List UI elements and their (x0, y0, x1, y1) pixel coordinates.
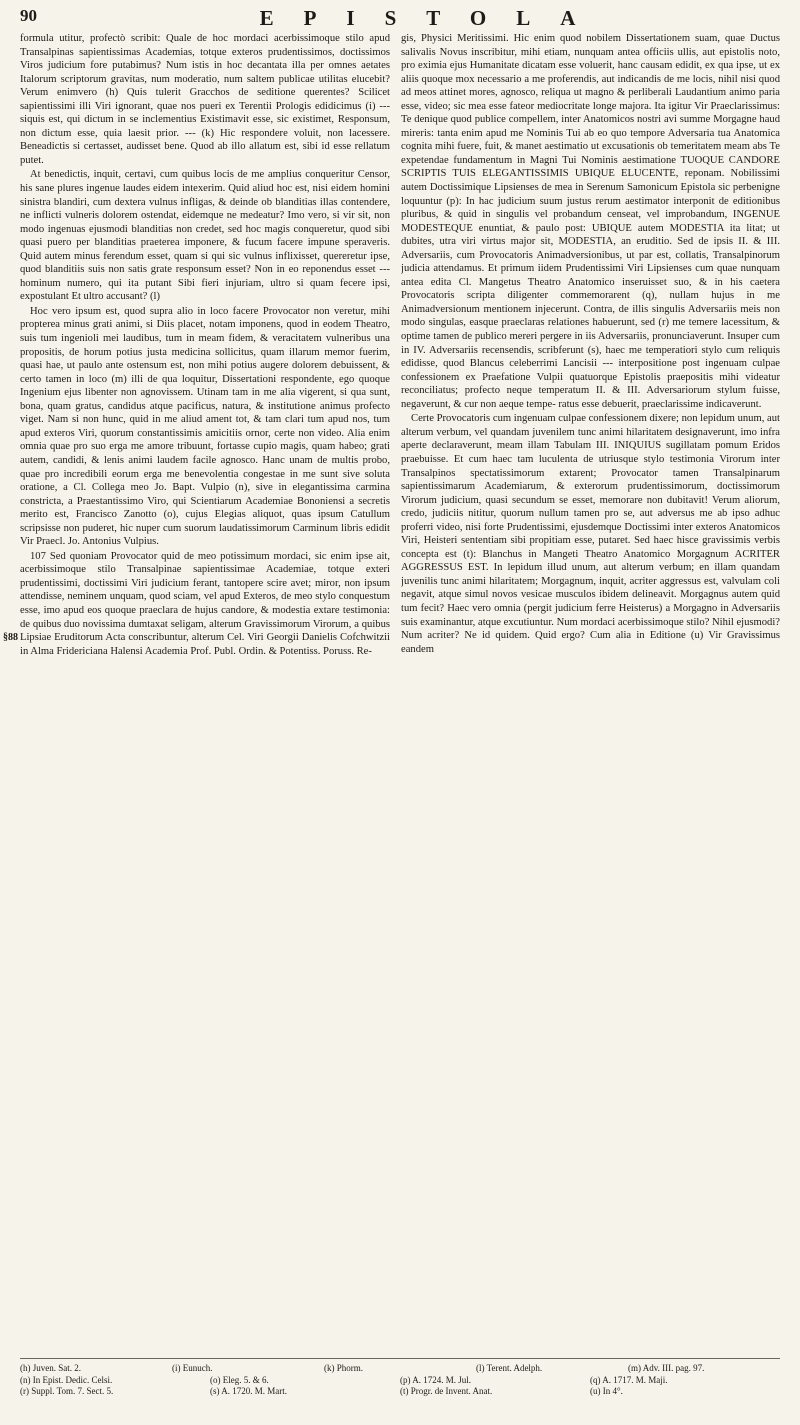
paragraph: Hoc vero ipsum est, quod supra alio in loco facere Provocator non veretur, mihi propterea minus grati animi, si Diis placet, notam imponens, quod in eodem Theatro, suis tum ingenioli mei laudibus, tum in meam fidem, & veracitatem vulneribus una propositis, de horum potius justa medicina sollicitus, quam illarum memor fuerim, quasi hae, ut paulo ante ostensum est, non mihi potius augere dolorem debuissent, & certo tamen in loco (m) illi de qua loquitur, Dissertationi respondente, ego quoque Ingenium ejus libenter non agnovissem. Utinam tam in me alia vigerent, si qua sunt, bona, quam gratus, candidus atque pacificus, natura, & institutione animus profecto viget. Nam si non hunc, quid in me aliud ament tot, & tam clari tum apud nos, tum apud exteros Viri, quorum constantissimis amicitiis ornor, certe non video. Alia enim omnia quae pro suo erga me amore tribuunt, fortasse cupio magis, quam habeo; grati autem, candidi, & lenis animi laudem facile agnosco. Hanc unam de multis probo, quae pro incredibili eorum erga me benevolentia congestae in me sunt sive soluta oratione, a Cl. Collega meo Jo. Bapt. Vulpio (n), sive in elegantissima carmina constricta, a Praestantissimo Viro, qui Scientiarum Academiae Bononiensi a secretis merito est, Francisco Zanotto (o), cujus Elegias aliquot, quas ipsum Catullum scripsisse non puderet, hic nuper cum suorum laudatissimorum Carminum libris edidit Vir Praecl. Jo. Antonius Vulpius. (20, 305, 390, 548)
footnote: (i) Eunuch. (172, 1363, 213, 1373)
footnote: (o) Eleg. 5. & 6. (210, 1374, 269, 1385)
footnote: (m) Adv. III. pag. 97. (628, 1363, 705, 1373)
paragraph: At benedictis, inquit, certavi, cum quibus locis de me amplius conqueritur Censor, his sane plures ingenue laudes eidem intexerim. Quid aliud hoc est, nisi eidem homini sinistra blandiri, cum dextera vulnus infligas, & deinde ob blanditias illas contendere, ne inflicti vulneris dolorem ostendat, eidemque ne medeatur? Imo vero, si vir sit, non modo ingenuas ejusmodi blanditias non credet, sed hoc magis conqueretur, quod sibi quasi puero per blanditias praeterea imponere, & fucum facere impune speraveris. Quid autem minus ferendum esset, quam si qui sic vulnus inflixisset, quereretur ipse, quod blanditiis suis non satis grate responsum esset? Non in eo reponendus esset --- hominum numero, qui ita putant Sibi fieri injuriam, ultro si quam fecere ipsi, expostulant Et ultro accusant? (l) (20, 169, 390, 303)
right-column (401, 32, 780, 1354)
paragraph: formula utitur, profectò scribit: Quale de hoc mordaci acerbissimoque stilo apud Transalpinas sapientissimas Academias, totque exteros prudentissimos, doctissimos Viros judicium fore putabimus? Num istis in hoc decantata illa per omnes aetates Italorum scriptorum gravitas, num moderatio, num saltem publicae utilitas elucebit? Verum enimvero (h) Quis tulerit Gracchos de seditione querentes? Scilicet sapientissimi illi Viri ignorant, quae nos pueri ex Terentii Prologis edidicimus (i) --- siquis est, qui dictum in se inclementius Existimavit esse, sic existimet, Responsum, non dictum esse, quia laesit prior. --- (k) Hic respondere voluit, non lacessere. Beneadictis si certasset, audisset bene. Quod ab illo allatum est, sibi id esse rellatum putet. (20, 33, 390, 166)
footnote-row (20, 1386, 780, 1398)
paragraph: Certe Provocatoris cum ingenuam culpae confessionem dixere; non lepidum unum, aut alterum verbum, vel quandam juvenilem tunc animi hilaritatem designaverunt, imo infra aperte declaraverunt, meam illam Tabulam III. INIQUIUS sugillatam pomum Eridos praebuisse. Et cum haec tam luculenta de utriusque stylo testimonia Virorum inter Transalpinos spectatissimorum extarent; Provocator tamen Transalpinarum sapientissimarum Academiarum, & exterorum prudentissimorum, doctissimorum Virorum judicium, quasi secundum se esset, memorare non dubitavit! Verum aliorum, credo, judiciis nititur, quorum nullum tamen pro se, aut adversus me ab ipso adhuc proferri video, nisi forte Prudentissimi, ejusdemque Doctissimi inter exteros Anatomicos Viri, Heisteri sententiam sibi propitiam esse, putaret. Sed haec hisce gravissimis verbis concepta est (t): Blanchus in Mangeti Theatro Anatomico Morgagnum ACRITER AGGRESSUS EST. In lepidum illud unum, aut alterum verbum; en illam quandam juvenilis tunc animi hilaritatem; Morgagnum, inquit, acriter aggressus est, valvulam coli negavit, atque simul novos vesicae musculos ibidem delineavit. Morgagnus autem quid tum fecit? Haec vero omnia (pergit judicium ferre Heisterus) a Morgagno in Adversariis suis examinantur, atque excutiuntur. Num mordaci acerbissimoque stilo? Nihil ejusmodi? Num acriter? Ne id quidem. Quid ergo? Cum alia in Editione (u) Vir Gravissimus eandem (401, 413, 780, 655)
margin-section-number: §88 (3, 632, 18, 643)
footnote: (r) Suppl. Tom. 7. Sect. 5. (20, 1386, 114, 1396)
running-head: EPISTOLA (259, 6, 606, 30)
footnote: (l) Terent. Adelph. (476, 1363, 543, 1373)
page-number: 90 (20, 6, 37, 25)
footnote: (n) In Epist. Dedic. Celsi. (20, 1374, 113, 1385)
footnotes (20, 1358, 780, 1398)
page-header (20, 6, 785, 32)
paragraph: 107 Sed quoniam Provocator quid de meo potissimum mordaci, sic enim ipse ait, acerbissimoque stilo Transalpinae sapientissimae Academiae, totque exteri prudentissimi, doctissimi Viri judicium ferant, tantopere scire avet; miror, non ipsum attendisse, neminem unquam, quod sciam, vel apud Exteros, de meo stylo conquestum esse, imo apud eos quoque praeclara de hujus candore, & modestia extare testimonia: de quibus duo novissima dumtaxat seligam, alterum Gravissimorum Virorum, a quibus Lipsiae Eruditorum Acta conscribuntur, alterum Cel. Viri Georgii Danielis Cofchwitzii in Alma Fridericiana Halensi Academia Prof. Publ. Ordin. & Potentiss. Poruss. Re- (20, 550, 390, 657)
footnote: (s) A. 1720. M. Mart. (210, 1386, 287, 1396)
left-column (20, 32, 390, 1354)
footnote: (t) Progr. de Invent. Anat. (400, 1386, 493, 1396)
paragraph: gis, Physici Meritissimi. Hic enim quod nobilem Dissertationem suam, quae Ductus salivalis Novus inscribitur, mihi etiam, nunquam antea officiis ullis, aut epistolis noto, pro eximia ejus Humanitate dicatam esse voluerit, hanc causam edidit, ex qua ipse, ut ex aliis quoque mox necessario a me proferendis, aut indicandis de me locis, nihil nisi quod ad meos attinet mores, agnosco, reliqua ut magno & perliberali Laudantium animo paria esse, video; sic mea esse fateor mediocritate longe majora. Ita igitur Vir Praeclarissimus: Te denique quod publice compellem, inter Anatomicos nostri avi summe Morgagne haud mireris: tanta enim apud me Nominis Tui ab eo quo tempore Adversaria tua Anatomica cognita mihi fuere, fuit, & manet aestimatio ut excusationis ob temeritatem meam abs Te expetendae fundamentum in Magni Tui Nominis aestimatione TUOQUE CANDORE SCRIPTIS TUIS ELEGANTISSIMIS UBIQUE ELUCENTE, reponam. Nobilissimi autem Doctissimique Lipsienses de mea in Serenum Samonicum Epistola sic perbenigne loquuntur (p): In hac judicium suum justus rerum aestimator interponit de editionibus pluribus, & quid in singulis vel probandum censeat, vel improbandum, INGENUE MODESTEQUE enuntiat, & paulo post: UBIQUE autem MODESTIA ita litat; ut dubites, utra viri virtus major sit, MODESTIA, an eruditio. Sed de ipsis II. & III. Adversariis, cum Provocatoris Animadversionibus, ut par est, collatis, Transalpinorum judicia attendamus. Et primum iidem Prudentissimi Viri Lipsienses cum quae nunquam antea edita Cl. Mangetus Theatro Anatomico inseruisset suo, & in his caetera Provocatoris scripta diligenter commemorarent (q), nullam hujus in me Animadversionum mentionem injecerunt. Contra, de illis singulis Adversariis meis non modo singulas, easque praeclaras relationes habuerunt, sed (r) me temere lacessitum, & optime tamen de publico mereri pergere in iis Adversariis, pronunciaverunt. Insuper cum in IV. Adversariis recensendis, scribferunt (s), haec me temperatiori stylo cum reliquis edidisse, quod Blancus celeberrimi Lancisii --- interpositione post ingenuam culpae confessionem ex Praefatione Vulpii quatuorque Epistolis praepositis mihi videatur reconciliatus; profecto neque temperatum II. & III. Adversariorum stylum fuisse, negaverunt, & cur non aeque tempe- ratus esse debuerit, praeclarissime indicaverunt. (401, 33, 780, 410)
footnote: (h) Juven. Sat. 2. (20, 1363, 81, 1373)
footnote: (q) A. 1717. M. Maji. (590, 1374, 668, 1385)
footnote-row (20, 1363, 780, 1375)
footnote: (u) In 4°. (590, 1386, 623, 1396)
footnote-row (20, 1375, 780, 1387)
footnote: (p) A. 1724. M. Jul. (400, 1374, 472, 1385)
footnote: (k) Phorm. (324, 1363, 363, 1373)
